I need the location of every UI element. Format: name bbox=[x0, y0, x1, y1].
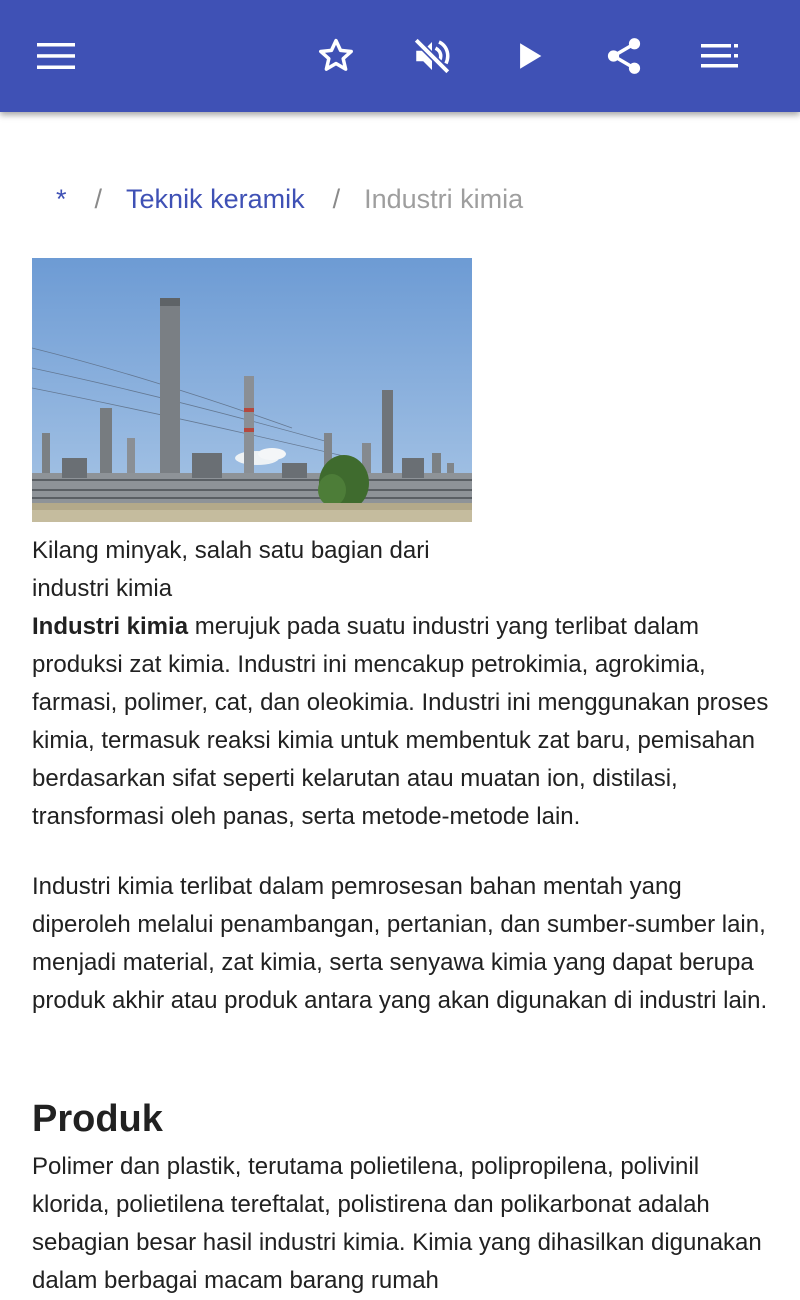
breadcrumb-root-link[interactable]: * bbox=[56, 183, 67, 214]
breadcrumb-separator: / bbox=[94, 183, 103, 214]
paragraph-2: Industri kimia terlibat dalam pemrosesan bahan mentah yang diperoleh melalui penambangan, pertanian, dan sumber-sumber lain, menjadi material, zat kimia, serta senyawa kimia yang dapat berupa produk akhir atau produk antara yang akan digunakan di industri lain. bbox=[32, 873, 768, 1014]
contents-button[interactable] bbox=[692, 28, 748, 84]
app-bar bbox=[0, 0, 800, 112]
share-button[interactable] bbox=[596, 28, 652, 84]
play-icon bbox=[513, 39, 547, 73]
breadcrumb-separator: / bbox=[332, 183, 341, 214]
breadcrumb-parent-link[interactable]: Teknik keramik bbox=[126, 183, 305, 214]
menu-button[interactable] bbox=[28, 28, 84, 84]
mute-button[interactable] bbox=[404, 28, 460, 84]
bookmark-button[interactable] bbox=[308, 28, 364, 84]
breadcrumb-current: Industri kimia bbox=[364, 183, 524, 214]
play-button[interactable] bbox=[502, 28, 558, 84]
breadcrumb bbox=[56, 182, 523, 216]
section-heading-products: Produk bbox=[32, 1098, 163, 1140]
figure-caption: Kilang minyak, salah satu bagian dari industri kimia bbox=[32, 537, 430, 602]
intro-text: merujuk pada suatu industri yang terlibat dalam produksi zat kimia. Industri ini mencakup petrokimia, agrokimia, farmasi, polimer, cat, dan oleokimia. Industri ini menggunakan proses kimia, termasuk reaksi kimia untuk membentuk zat baru, pemisahan berdasarkan sifat seperti kelarutan atau muatan ion, distilasi, transformasi oleh panas, serta metode-metode lain. bbox=[32, 613, 769, 830]
paragraph-3: Polimer dan plastik, terutama polietilena, polipropilena, polivinil klorida, polietilena tereftalat, polistirena dan polikarbonat adalah sebagian besar hasil industri kimia. Kimia yang dihasilkan digunakan dalam berbagai macam barang rumah bbox=[32, 1153, 762, 1294]
volume-off-icon bbox=[411, 35, 453, 77]
list-icon bbox=[701, 43, 739, 69]
menu-icon bbox=[37, 42, 75, 70]
share-icon bbox=[603, 35, 645, 77]
star-outline-icon bbox=[315, 35, 357, 77]
intro-bold-term: Industri kimia bbox=[32, 613, 189, 640]
intro-paragraph bbox=[32, 608, 777, 836]
refinery-photo[interactable] bbox=[32, 258, 472, 522]
